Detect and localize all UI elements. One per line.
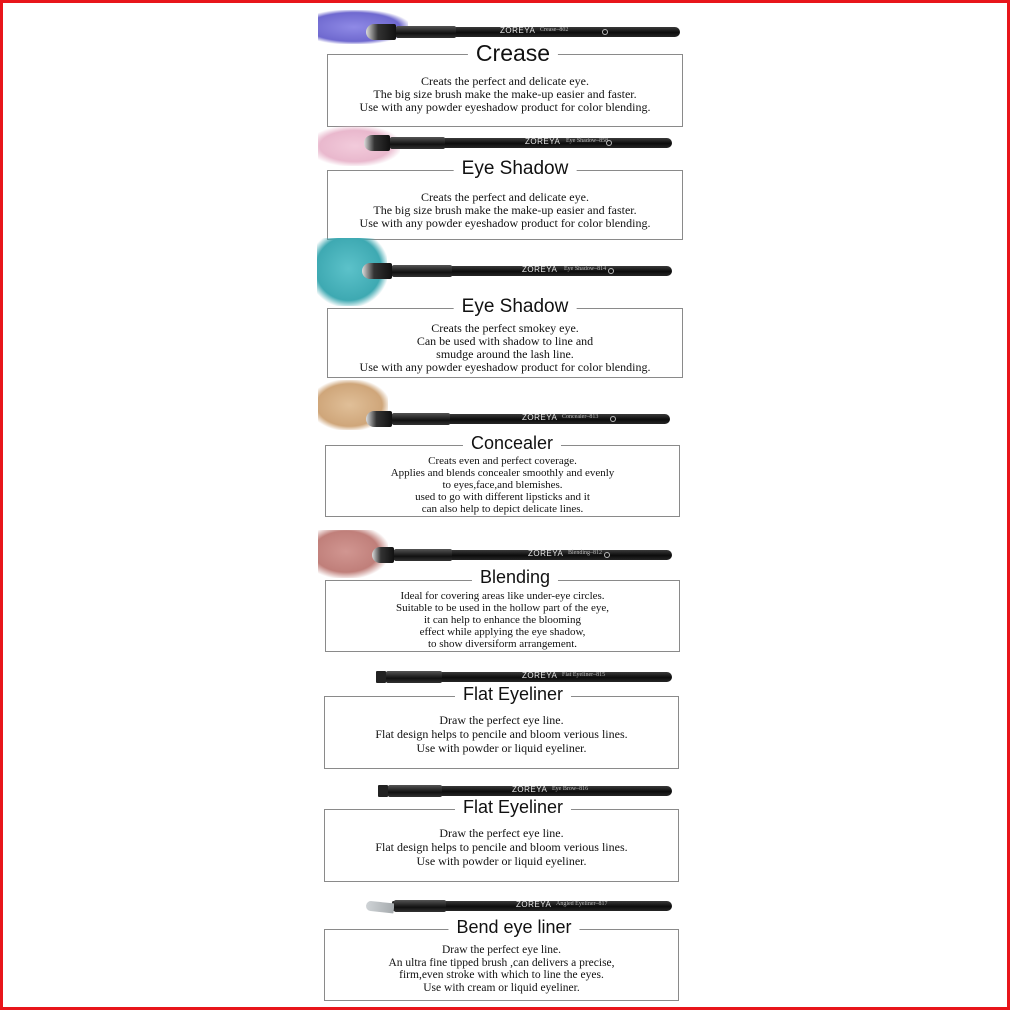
brand-label: ZOREYA [500, 26, 536, 35]
description-line: can also help to depict delicate lines. [421, 503, 584, 515]
brush-image [380, 672, 672, 682]
description-line: Use with any powder eyeshadow product for color blending. [359, 360, 651, 374]
description-line: Draw the perfect eye line. [439, 826, 564, 840]
brush-image [376, 414, 670, 424]
brush-code: Blending–812 [568, 550, 602, 556]
brush-code: Concealer–813 [562, 414, 599, 420]
description-line: Suitable to be used in the hollow part of the eye, [396, 602, 609, 614]
brush-code: Eye Brow–816 [552, 786, 589, 792]
section-title: Eye Shadow [454, 158, 577, 180]
brand-label: ZOREYA [522, 265, 558, 274]
description-line: Flat design helps to pencile and bloom verious lines. [375, 840, 628, 854]
brush-code: Eye Shadow–814 [564, 266, 607, 272]
description-line: Use with any powder eyeshadow product for color blending. [359, 100, 651, 114]
description-line: to show diversiform arrangement. [427, 638, 578, 650]
brand-label: ZOREYA [522, 671, 558, 680]
brand-label: ZOREYA [516, 900, 552, 909]
brand-label: ZOREYA [528, 549, 564, 558]
brand-label: ZOREYA [525, 137, 561, 146]
description-box [324, 696, 679, 769]
description-line: Creats the perfect and delicate eye. [421, 74, 589, 88]
brush-code: Crease–802 [540, 27, 569, 33]
description-line: Applies and blends concealer smoothly and evenly [390, 467, 615, 479]
description-line: Draw the perfect eye line. [439, 713, 564, 727]
section-title: Crease [468, 40, 558, 67]
brand-logo-icon [608, 268, 614, 274]
brush-image [380, 266, 672, 276]
brand-logo-icon [606, 140, 612, 146]
brush-image [370, 138, 672, 148]
description-line: it can help to enhance the blooming [423, 614, 581, 626]
brush-image [382, 786, 672, 796]
description-box [325, 580, 680, 652]
description-box [327, 170, 683, 240]
description-line: used to go with different lipsticks and it [415, 491, 590, 503]
brand-logo-icon [602, 29, 608, 35]
description-line: Creats the perfect and delicate eye. [421, 190, 589, 204]
description-line: Use with cream or liquid eyeliner. [423, 981, 580, 994]
description-line: Use with powder or liquid eyeliner. [416, 854, 587, 868]
description-line: firm,even stroke with which to line the eyes. [399, 969, 604, 981]
description-line: effect while applying the eye shadow, [419, 626, 586, 638]
description-line: Flat design helps to pencile and bloom verious lines. [375, 727, 628, 741]
description-box [324, 929, 679, 1001]
brush-code: Flat Eyeliner–815 [562, 672, 606, 678]
brand-label: ZOREYA [522, 413, 558, 422]
brush-image [378, 550, 672, 560]
description-line: Creats even and perfect coverage. [428, 455, 577, 467]
section-title: Flat Eyeliner [455, 684, 571, 705]
description-line: to eyes,face,and blemishes. [442, 479, 563, 491]
description-line: An ultra fine tipped brush ,can delivers a precise, [388, 956, 615, 969]
brand-label: ZOREYA [512, 785, 548, 794]
brand-logo-icon [610, 416, 616, 422]
brand-logo-icon [604, 552, 610, 558]
description-box [324, 809, 679, 882]
section-title: Concealer [463, 433, 561, 454]
description-box [327, 308, 683, 378]
brush-code: Eye Shadow–858 [566, 138, 609, 144]
description-box [325, 445, 680, 517]
section-title: Eye Shadow [454, 296, 577, 318]
brush-image [392, 901, 672, 911]
description-line: Creats the perfect smokey eye. [431, 321, 579, 335]
description-line: The big size brush make the make-up easier and faster. [373, 87, 637, 101]
description-line: Use with any powder eyeshadow product for color blending. [359, 216, 651, 230]
description-line: smudge around the lash line. [436, 347, 574, 361]
description-line: Ideal for covering areas like under-eye circles. [400, 590, 605, 602]
brush-code: Angled Eyeliner–817 [556, 901, 608, 907]
description-line: Use with powder or liquid eyeliner. [416, 741, 587, 755]
description-line: Draw the perfect eye line. [441, 944, 562, 956]
description-line: The big size brush make the make-up easier and faster. [373, 203, 637, 217]
section-title: Flat Eyeliner [455, 797, 571, 818]
section-title: Bend eye liner [448, 917, 579, 938]
section-title: Blending [472, 567, 558, 588]
brush-image [380, 27, 680, 37]
description-line: Can be used with shadow to line and [416, 334, 594, 348]
